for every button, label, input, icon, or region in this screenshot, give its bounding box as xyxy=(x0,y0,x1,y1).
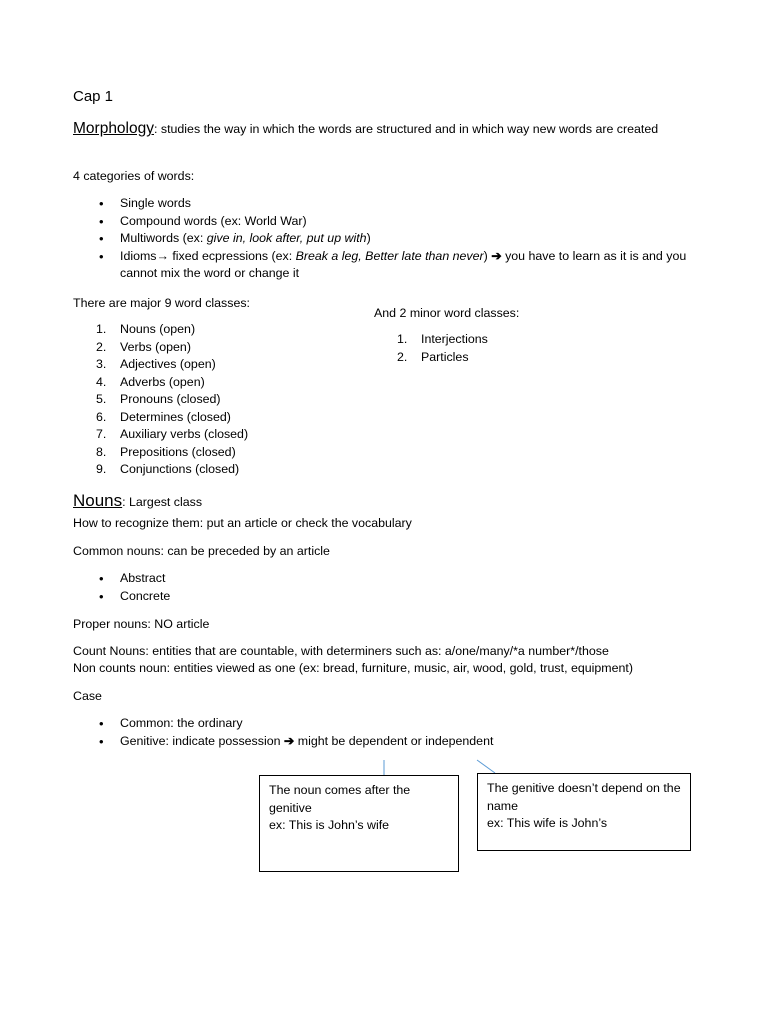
list-item: 4. Adverbs (open) xyxy=(96,374,205,389)
list-item: 9. Conjunctions (closed) xyxy=(96,462,240,476)
box-text: The genitive doesn’t depend on the name xyxy=(487,781,681,813)
minor-heading: And 2 minor word classes: xyxy=(374,306,520,320)
box-example: ex: This wife is John’s xyxy=(487,816,608,830)
list-item: 5. Pronouns (closed) xyxy=(96,392,221,406)
list-item: 1. Nouns (open) xyxy=(96,322,196,336)
proper-nouns: Proper nouns: NO article xyxy=(73,617,210,631)
nouns-recognize: How to recognize them: put an article or check the vocabulary xyxy=(73,516,412,530)
categories-heading: 4 categories of words: xyxy=(73,169,195,183)
list-item: 1. Interjections xyxy=(397,332,488,346)
list-item: • Genitive: indicate possession ➔ might be dependent or independent xyxy=(73,733,633,751)
box-example: ex: This is John’s wife xyxy=(269,818,390,832)
connector-line xyxy=(477,760,495,773)
arrow-icon: → xyxy=(156,248,169,263)
nouns-subtitle: : Largest class xyxy=(122,495,203,509)
list-item: 3. Adjectives (open) xyxy=(96,357,216,371)
independent-genitive-box xyxy=(477,773,691,851)
major-heading: There are major 9 word classes: xyxy=(73,296,250,310)
list-item: 7. Auxiliary verbs (closed) xyxy=(96,427,249,441)
count-nouns: Count Nouns: entities that are countable, with determiners such as: a/one/many/*a number*/those xyxy=(73,644,609,658)
list-item: 2. Particles xyxy=(397,349,469,364)
list-item: 2. Verbs (open) xyxy=(96,339,191,354)
page-title: Cap 1 xyxy=(73,88,114,105)
list-item: • Concrete xyxy=(73,588,373,606)
list-item: 6. Determines (closed) xyxy=(96,409,231,424)
bold-arrow-icon: ➔ xyxy=(283,733,295,748)
list-item: • Single words xyxy=(73,195,703,213)
list-item: • Idioms→ fixed ecpressions (ex: Break a leg, Better late than never) ➔ you have to learn as it is and you cannot mix the word or change it xyxy=(73,248,703,283)
nouns-term: Nouns xyxy=(73,491,123,510)
dependent-genitive-box xyxy=(259,775,459,872)
list-item: 8. Prepositions (closed) xyxy=(96,444,236,459)
common-nouns: Common nouns: can be preceded by an article xyxy=(73,544,330,558)
list-item: • Multiwords (ex: give in, look after, put up with) xyxy=(73,230,703,248)
list-item: • Compound words (ex: World War) xyxy=(73,213,703,231)
noncount-nouns: Non counts noun: entities viewed as one (ex: bread, furniture, music, air, wood, gold, trust, equipment) xyxy=(73,661,633,675)
case-heading: Case xyxy=(73,689,102,703)
list-item: • Abstract xyxy=(73,570,373,588)
box-text: The noun comes after the genitive xyxy=(269,783,411,815)
list-item: • Common: the ordinary xyxy=(73,715,633,733)
bold-arrow-icon: ➔ xyxy=(491,248,502,263)
morphology-term: Morphology xyxy=(73,120,154,137)
morphology-text: : studies the way in which the words are structured and in which way new words are created xyxy=(154,122,659,136)
